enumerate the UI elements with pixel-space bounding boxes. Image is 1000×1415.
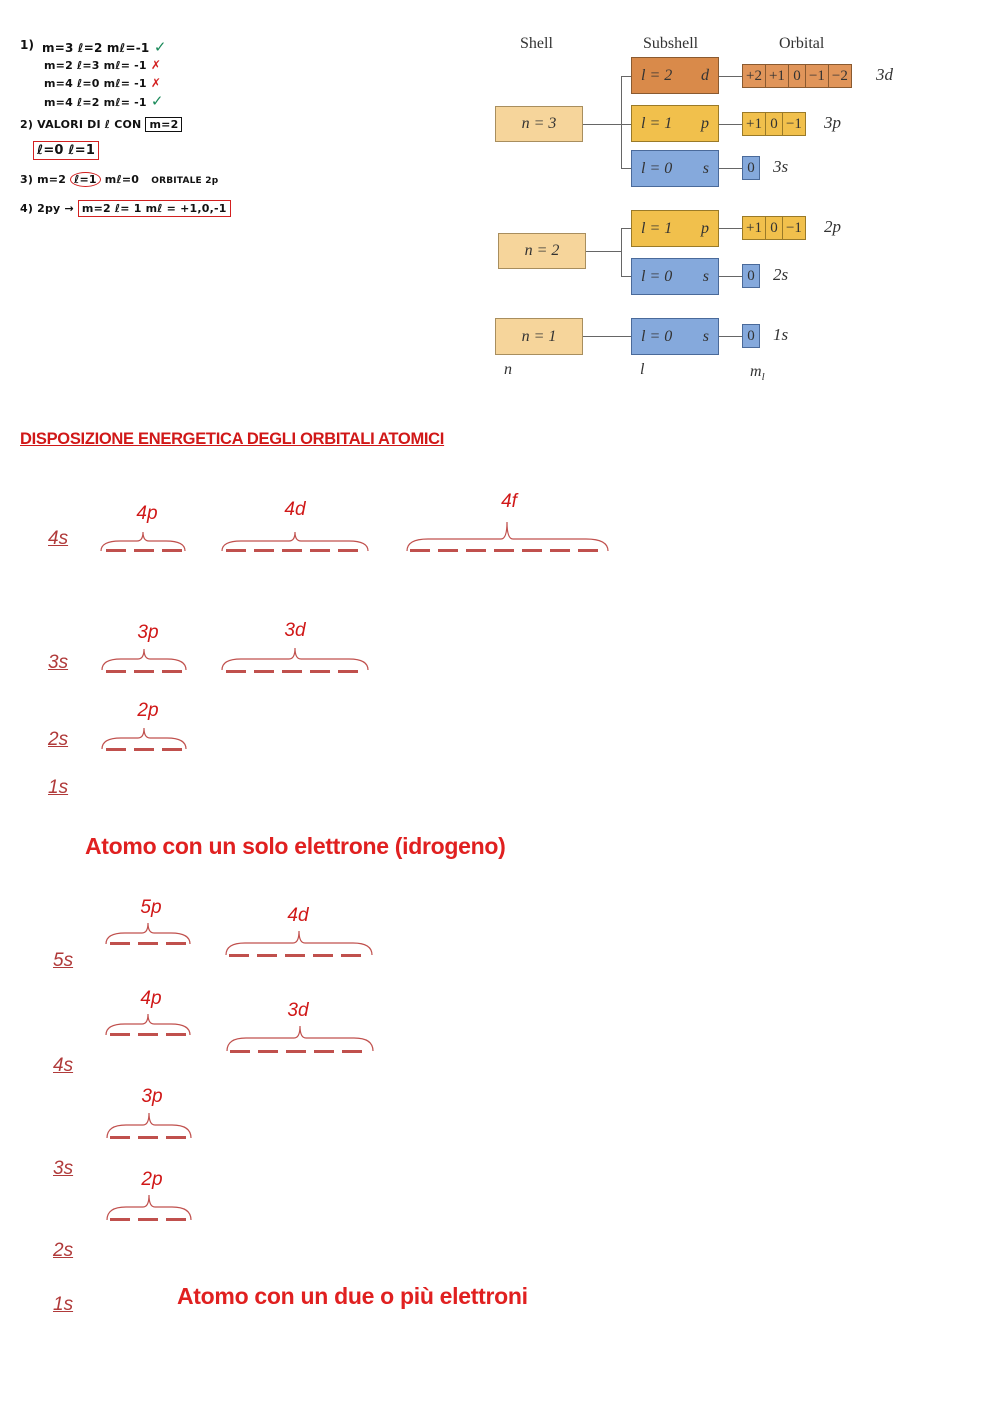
cross-icon: ✗ — [150, 76, 162, 90]
orbitals-m5p — [110, 942, 186, 945]
header-subshell: Subshell — [643, 35, 699, 52]
group-label-3p: 3p — [141, 1086, 163, 1107]
caption-multi-electron: Atomo con un due o più elettroni — [177, 1283, 528, 1309]
orbital-label-1s: 1s — [773, 325, 789, 344]
orbitals-h4f — [410, 549, 598, 552]
level-1s: 1s — [48, 777, 69, 798]
subshell-3p: l = 1 p — [631, 105, 719, 142]
group-label-4p: 4p — [136, 503, 158, 524]
group-label-4f: 4f — [501, 491, 517, 512]
axis-ml: $m_l$ — [750, 363, 765, 384]
group-label-3d: 3d — [284, 620, 306, 641]
q1-line-4: m=4 ℓ=2 mℓ= -1 ✓ — [44, 92, 164, 110]
orbital-label-3d: 3d — [876, 65, 893, 84]
orbitals-1s: 0 — [743, 324, 760, 348]
shell-n2: n = 2 — [498, 233, 586, 269]
orbitals-3d: +2 +1 0 −1 −2 — [743, 64, 852, 88]
orbitals-h4d — [226, 549, 358, 552]
brace-m4d — [225, 930, 373, 957]
group-label-4p: 4p — [140, 988, 162, 1009]
subshell-2s: l = 0 s — [631, 258, 719, 295]
level-3s: 3s — [48, 652, 69, 673]
q2-answer: ℓ=0 ℓ=1 — [33, 141, 99, 160]
orbitals-m4p — [110, 1033, 186, 1036]
orbitals-3s: 0 — [743, 156, 760, 180]
group-label-3d: 3d — [287, 1000, 309, 1021]
subshell-2p: l = 1 p — [631, 210, 719, 247]
orbital-label-3s: 3s — [773, 157, 789, 176]
subshell-3d: l = 2 d — [631, 57, 719, 94]
level-4s: 4s — [48, 528, 69, 549]
orbital-label-2p: 2p — [824, 217, 841, 236]
subshell-3s: l = 0 s — [631, 150, 719, 187]
group-label-3p: 3p — [137, 622, 159, 643]
group-label-4d: 4d — [284, 499, 306, 520]
q1-line-1: m=3 ℓ=2 mℓ=-1 ✓ — [42, 38, 167, 56]
brace-h3d — [221, 647, 369, 672]
q3-line: 3) m=2 ℓ=1 mℓ=0 ORBITALE 2p — [20, 173, 219, 186]
orbitals-2s: 0 — [743, 264, 760, 288]
group-label-5p: 5p — [140, 897, 162, 918]
group-label-4d: 4d — [287, 905, 309, 926]
level-3s: 3s — [53, 1158, 74, 1179]
q4-line: 4) 2py → m=2 ℓ= 1 mℓ = +1,0,-1 — [20, 202, 231, 215]
orbitals-m2p — [110, 1218, 186, 1221]
brace-m3d — [226, 1025, 374, 1053]
orbital-label-2s: 2s — [773, 265, 789, 284]
orbital-label-3p: 3p — [824, 113, 841, 132]
group-label-2p: 2p — [137, 700, 159, 721]
subshell-1s: l = 0 s — [631, 318, 719, 355]
axis-n: n — [504, 361, 512, 378]
level-2s: 2s — [53, 1240, 74, 1261]
q1-label: 1) — [20, 38, 35, 52]
q1-line-3: m=4 ℓ=0 mℓ= -1 ✗ — [44, 76, 162, 90]
section-title: DISPOSIZIONE ENERGETICA DEGLI ORBITALI ATOMICI — [20, 430, 445, 448]
cross-icon: ✗ — [150, 58, 162, 72]
orbitals-h2p — [106, 748, 182, 751]
orbitals-m4d — [229, 954, 361, 957]
level-1s: 1s — [53, 1294, 74, 1315]
orbitals-h4p — [106, 549, 182, 552]
level-5s: 5s — [53, 950, 74, 971]
shell-n3: n = 3 — [495, 106, 583, 142]
orbitals-3p: +1 0 −1 — [743, 112, 806, 136]
level-2s: 2s — [48, 729, 69, 750]
orbitals-h3d — [226, 670, 358, 673]
check-icon: ✓ — [150, 92, 164, 110]
level-4s: 4s — [53, 1055, 74, 1076]
caption-hydrogen: Atomo con un solo elettrone (idrogeno) — [85, 833, 506, 859]
q1-line-2: m=2 ℓ=3 mℓ= -1 ✗ — [44, 58, 162, 72]
axis-l: l — [640, 361, 645, 378]
check-icon: ✓ — [153, 38, 167, 56]
orbitals-h3p — [106, 670, 182, 673]
orbitals-m3p — [110, 1136, 186, 1139]
header-orbital: Orbital — [779, 35, 825, 52]
q2-line: 2) VALORI DI ℓ CON m=2 — [20, 118, 182, 131]
brace-h3p — [101, 648, 187, 672]
group-label-2p: 2p — [141, 1169, 163, 1190]
orbitals-m3d — [230, 1050, 362, 1053]
orbitals-2p: +1 0 −1 — [743, 216, 806, 240]
shell-n1: n = 1 — [495, 318, 583, 355]
header-shell: Shell — [520, 35, 553, 52]
